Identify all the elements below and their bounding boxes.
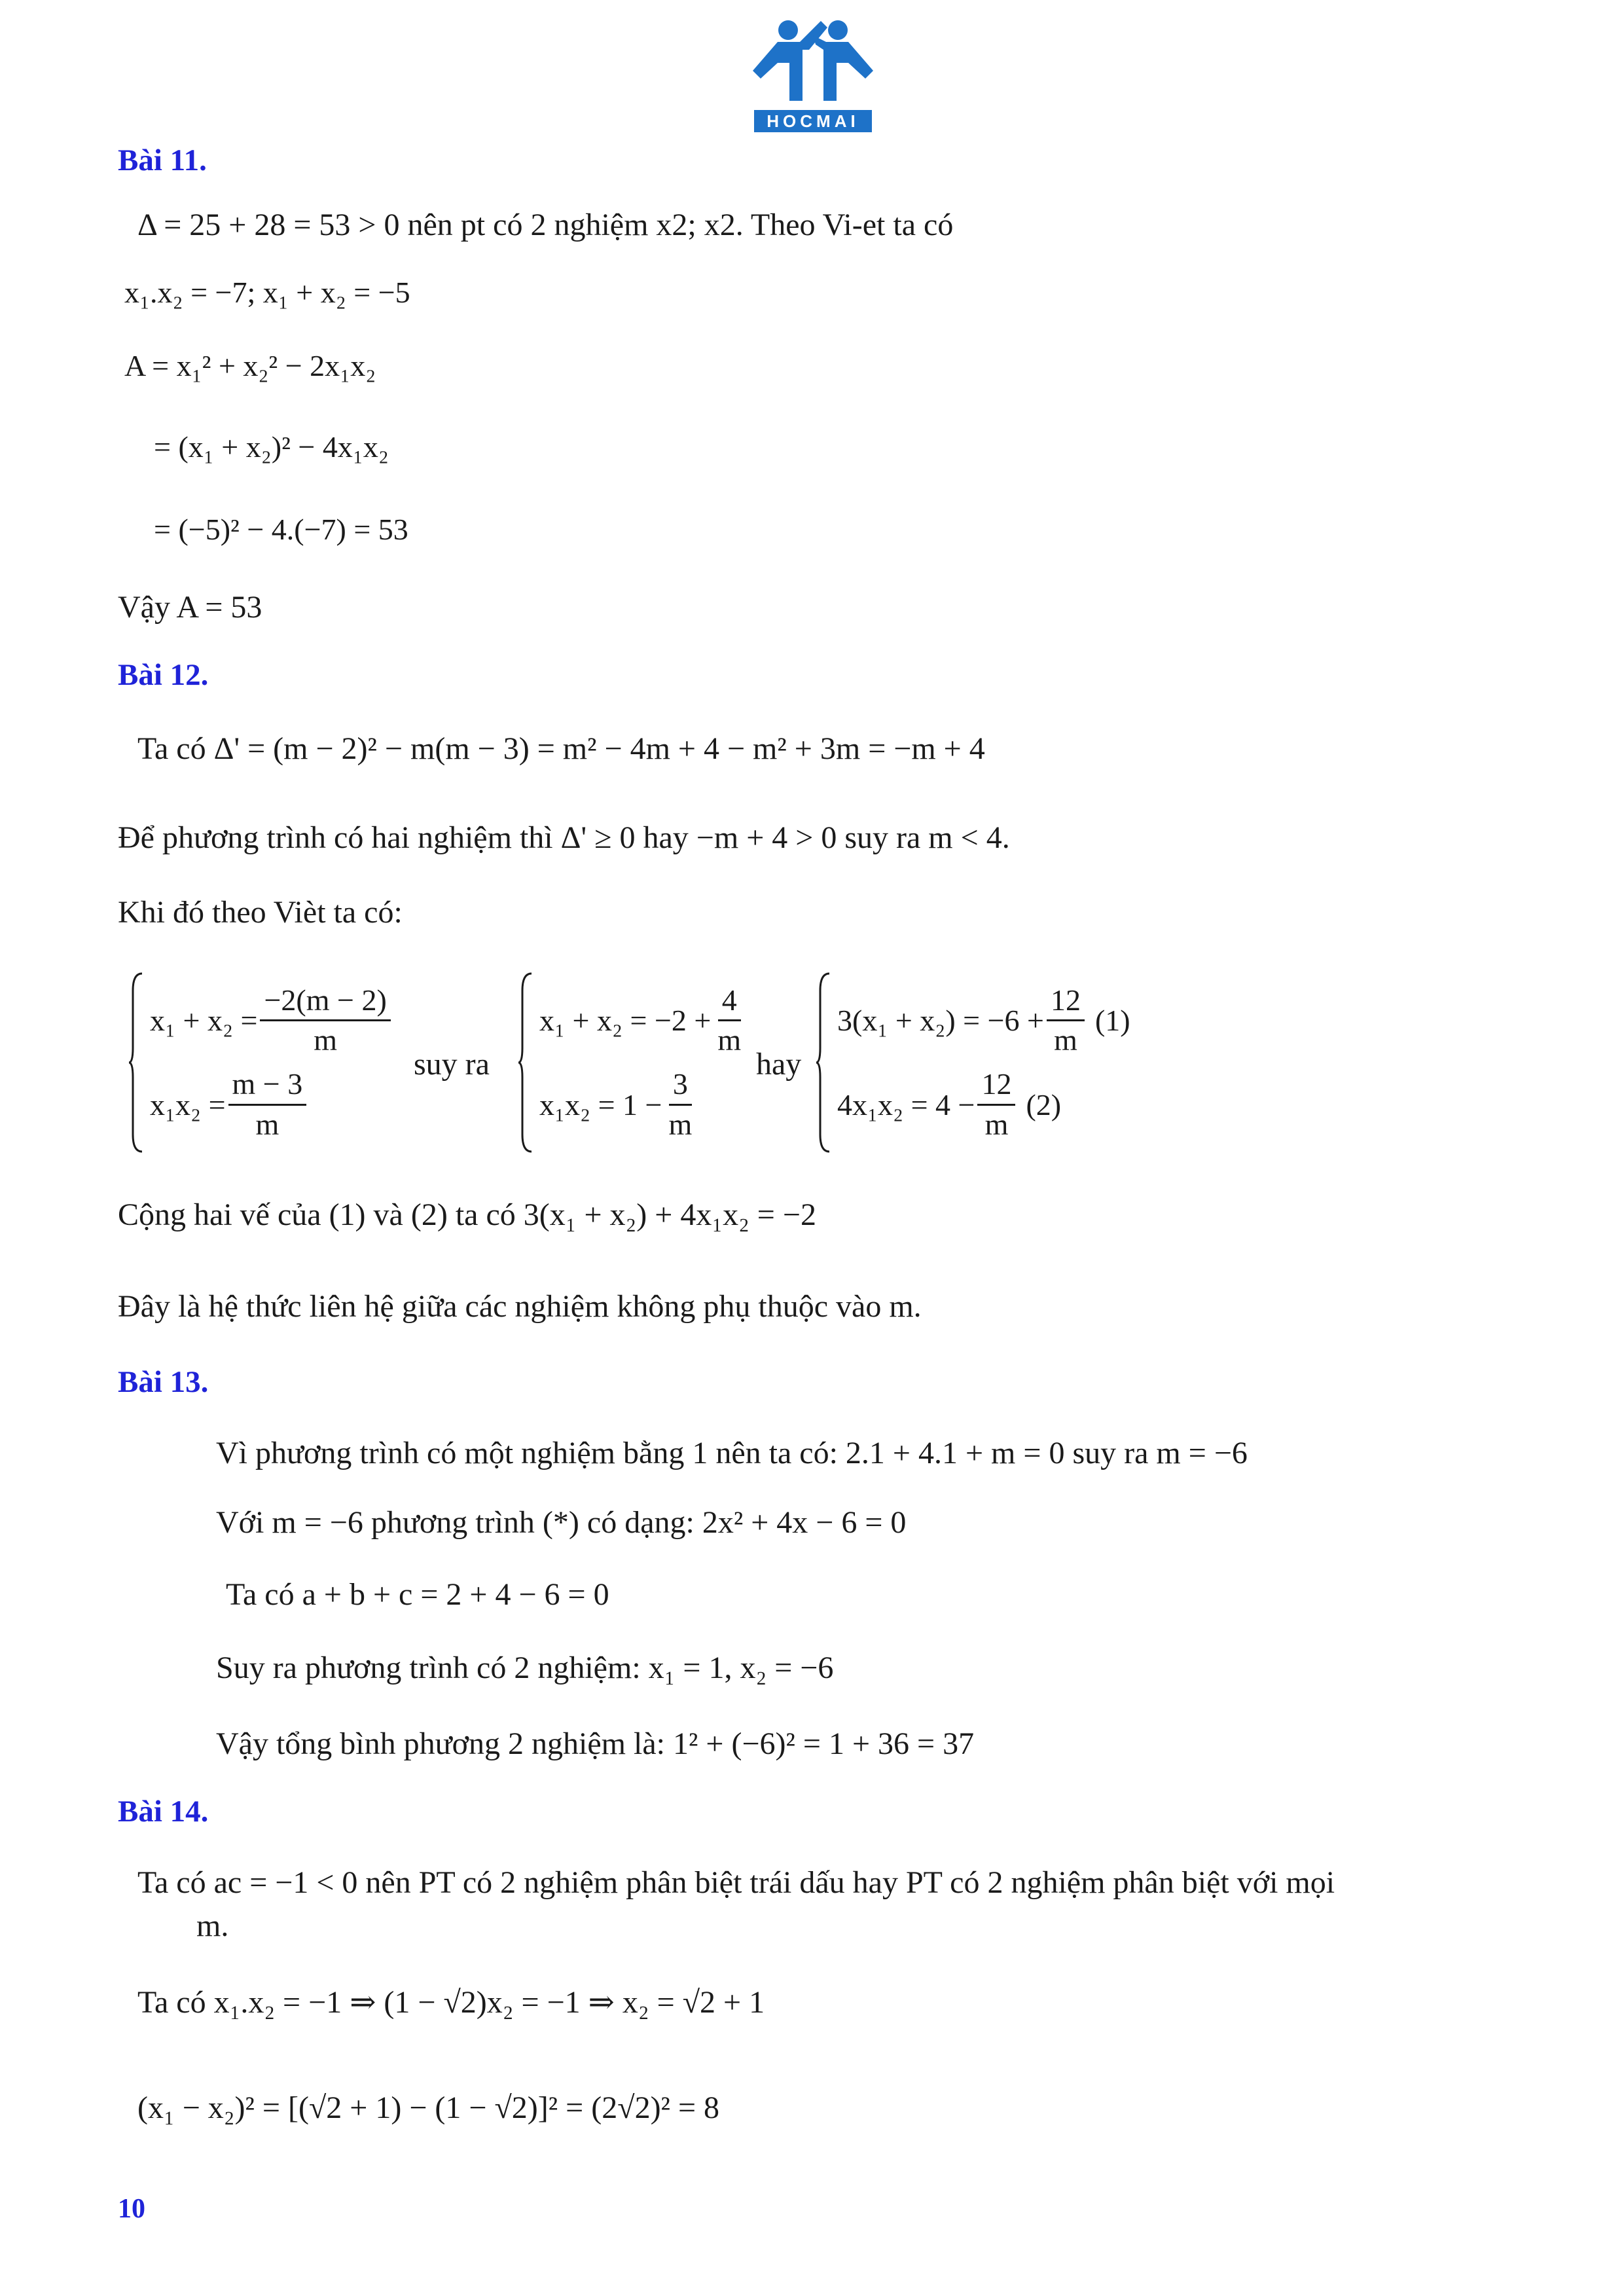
bai11-line1: Δ = 25 + 28 = 53 > 0 nên pt có 2 nghiệm x2; x2. Theo Vi-et ta có	[137, 208, 954, 242]
bai13-line3: Ta có a + b + c = 2 + 4 − 6 = 0	[226, 1577, 609, 1612]
sys3-r1-tag: (1)	[1094, 1004, 1130, 1038]
sys2-r1-fraction	[713, 984, 745, 1057]
sys1-r2-fraction	[228, 1068, 307, 1141]
sys3-r1-lhs: 3(x₁ + x₂) = −6 +	[837, 1004, 1044, 1038]
bai14-line1b: m.	[196, 1908, 229, 1943]
sys2-r2-lhs: x₁x₂ = 1 −	[539, 1087, 662, 1121]
sys1-r1-den: m	[314, 1023, 338, 1057]
bai11-a-def: A = x₁² + x₂² − 2x₁x₂	[124, 349, 376, 382]
bai14-line2: Ta có x₁.x₂ = −1 ⇒ (1 − √2)x₂ = −1 ⇒ x₂ = √2 + 1	[137, 1985, 765, 2020]
bai13-title: Bài 13.	[118, 1365, 209, 1399]
sys1-r2-den: m	[255, 1107, 280, 1141]
bai14-line3: (x₁ − x₂)² = [(√2 + 1) − (1 − √2)]² = (2√2)² = 8	[137, 2090, 720, 2125]
sys2-r2-den: m	[668, 1107, 693, 1141]
page-number: 10	[118, 2194, 145, 2224]
bai12-system-3	[815, 968, 1130, 1157]
bai13-line1: Vì phương trình có một nghiệm bằng 1 nên ta có: 2.1 + 4.1 + m = 0 suy ra m = −6	[216, 1436, 1248, 1470]
sys3-r1-fraction	[1047, 984, 1085, 1057]
hocmai-logo	[748, 16, 878, 140]
sys3-r2-fraction	[977, 1068, 1015, 1141]
sys1-r1-fraction	[260, 984, 390, 1057]
bai12-delta: Ta có Δ' = (m − 2)² − m(m − 3) = m² − 4m + 4 − m² + 3m = −m + 4	[137, 731, 985, 766]
hocmai-logo-icon	[748, 16, 878, 140]
bai12-title: Bài 12.	[118, 658, 209, 692]
logo-text: HOCMAI	[767, 111, 859, 131]
sys3-r2-den: m	[984, 1107, 1009, 1141]
left-brace-icon	[128, 971, 143, 1154]
sys3-r2-num: 12	[977, 1068, 1015, 1106]
sys2-r1-num: 4	[718, 984, 741, 1022]
sys1-r1-num: −2(m − 2)	[260, 984, 390, 1022]
bai11-title: Bài 11.	[118, 143, 207, 177]
sys2-r2-num: 3	[669, 1068, 692, 1106]
sys3-r2-tag: (2)	[1026, 1087, 1062, 1121]
sys2-r1-lhs: x₁ + x₂ = −2 +	[539, 1004, 712, 1038]
bai11-vieta: x₁.x₂ = −7; x₁ + x₂ = −5	[124, 276, 410, 309]
bai13-line5: Vậy tổng bình phương 2 nghiệm là: 1² + (−6)² = 1 + 36 = 37	[216, 1726, 975, 1761]
left-brace-icon	[815, 971, 831, 1154]
suy-ra-label: suy ra	[414, 1047, 490, 1082]
sys2-r1-den: m	[717, 1023, 742, 1057]
sys3-r1-den: m	[1054, 1023, 1077, 1057]
bai11-conclusion: Vậy A = 53	[118, 590, 262, 625]
left-brace-icon	[517, 971, 533, 1154]
sys3-r2-lhs: 4x₁x₂ = 4 −	[837, 1087, 975, 1121]
bai12-system-2	[517, 968, 748, 1157]
bai11-step2: = (−5)² − 4.(−7) = 53	[154, 513, 408, 546]
bai11-step1: = (x₁ + x₂)² − 4x₁x₂	[154, 430, 389, 464]
hay-label: hay	[756, 1047, 802, 1082]
bai14-line1a: Ta có ac = −1 < 0 nên PT có 2 nghiệm phân biệt trái dấu hay PT có 2 nghiệm phân biệt với mọi	[137, 1865, 1335, 1900]
bai14-title: Bài 14.	[118, 1795, 209, 1829]
bai13-line4: Suy ra phương trình có 2 nghiệm: x₁ = 1, x₂ = −6	[216, 1650, 834, 1685]
bai12-note: Đây là hệ thức liên hệ giữa các nghiệm không phụ thuộc vào m.	[118, 1289, 922, 1324]
bai13-line2: Với m = −6 phương trình (*) có dạng: 2x² + 4x − 6 = 0	[216, 1505, 907, 1540]
bai12-condition: Để phương trình có hai nghiệm thì Δ' ≥ 0 hay −m + 4 > 0 suy ra m < 4.	[118, 820, 1010, 855]
sys1-r2-num: m − 3	[228, 1068, 307, 1106]
sys1-r1-lhs: x₁ + x₂ =	[150, 1004, 258, 1038]
sys3-r1-num: 12	[1047, 984, 1085, 1022]
bai12-add: Cộng hai vế của (1) và (2) ta có 3(x₁ + x₂) + 4x₁x₂ = −2	[118, 1197, 816, 1232]
sys2-r2-fraction	[664, 1068, 696, 1141]
sys1-r2-lhs: x₁x₂ =	[150, 1087, 226, 1121]
bai12-system-1	[128, 968, 393, 1157]
bai12-viete-intro: Khi đó theo Vièt ta có:	[118, 895, 403, 930]
